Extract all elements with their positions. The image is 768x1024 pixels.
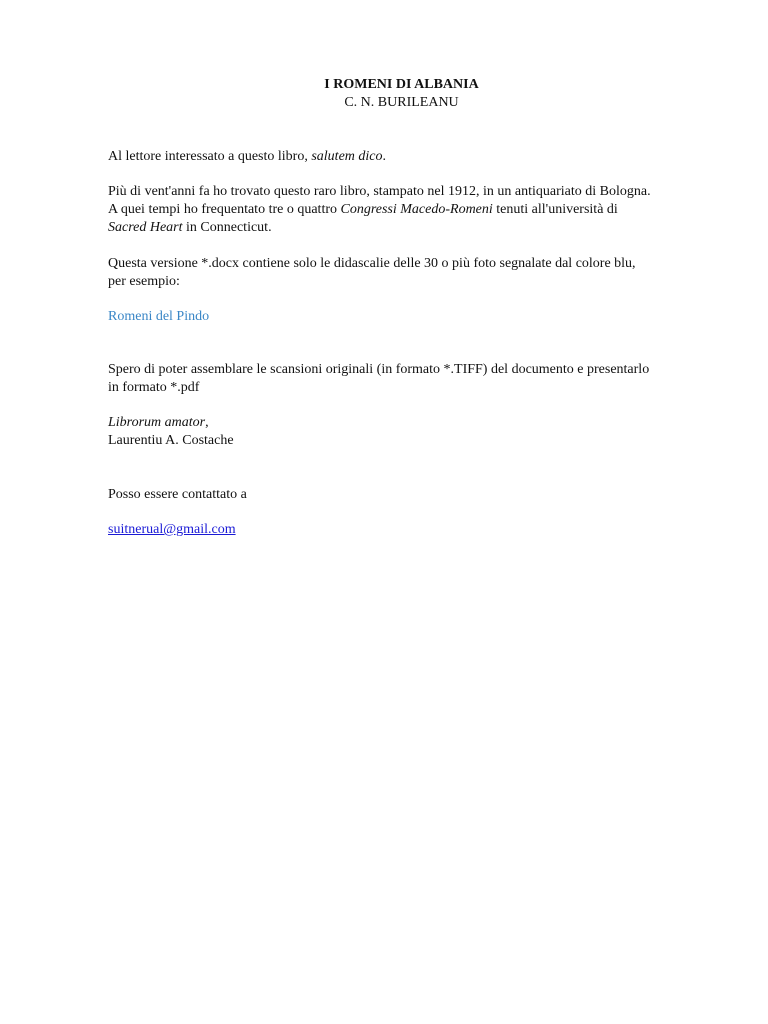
hope-paragraph <box>108 361 698 397</box>
hope-line-2: in formato *.pdf <box>108 380 200 395</box>
university-name: Sacred Heart <box>108 220 183 235</box>
story-line-3-suffix: in Connecticut. <box>182 220 272 235</box>
signature-block <box>108 414 698 450</box>
story-line-2-prefix: A quei tempi ho frequentato tre o quattro <box>108 202 341 217</box>
email-line <box>108 521 698 539</box>
signature-italic: Librorum amator <box>108 415 206 430</box>
version-paragraph <box>108 255 698 291</box>
greeting-suffix: . <box>382 149 386 164</box>
story-line-1: Più di vent'anni fa ho trovato questo raro libro, stampato nel 1912, in un antiquariato di Bologna. <box>108 184 651 199</box>
example-caption: Romeni del Pindo <box>108 309 210 324</box>
signature-name: Laurentiu A. Costache <box>108 433 234 448</box>
story-paragraph <box>108 183 698 237</box>
hope-line-1: Spero di poter assemblare le scansioni originali (in formato *.TIFF) del documento e presentarlo <box>108 362 650 377</box>
congress-name: Congressi Macedo-Romeni <box>340 202 493 217</box>
version-line-2: per esempio: <box>108 274 180 289</box>
contact-text: Posso essere contattato a <box>108 487 247 502</box>
story-line-3 <box>108 219 698 237</box>
greeting-paragraph <box>108 148 698 166</box>
signature-closing <box>108 414 698 432</box>
email-link[interactable]: suitnerual@gmail.com <box>108 522 236 537</box>
greeting-italic: salutem dico <box>311 149 383 164</box>
greeting-prefix: Al lettore interessato a questo libro, <box>108 149 312 164</box>
story-line-2 <box>108 201 698 219</box>
story-line-2-suffix: tenuti all'università di <box>492 202 618 217</box>
document-title: I ROMENI DI ALBANIA <box>324 77 479 92</box>
version-line-1: Questa versione *.docx contiene solo le didascalie delle 30 o più foto segnalate dal colore blu, <box>108 256 636 271</box>
signature-comma: , <box>205 415 209 430</box>
document-author: C. N. BURILEANU <box>344 95 459 110</box>
